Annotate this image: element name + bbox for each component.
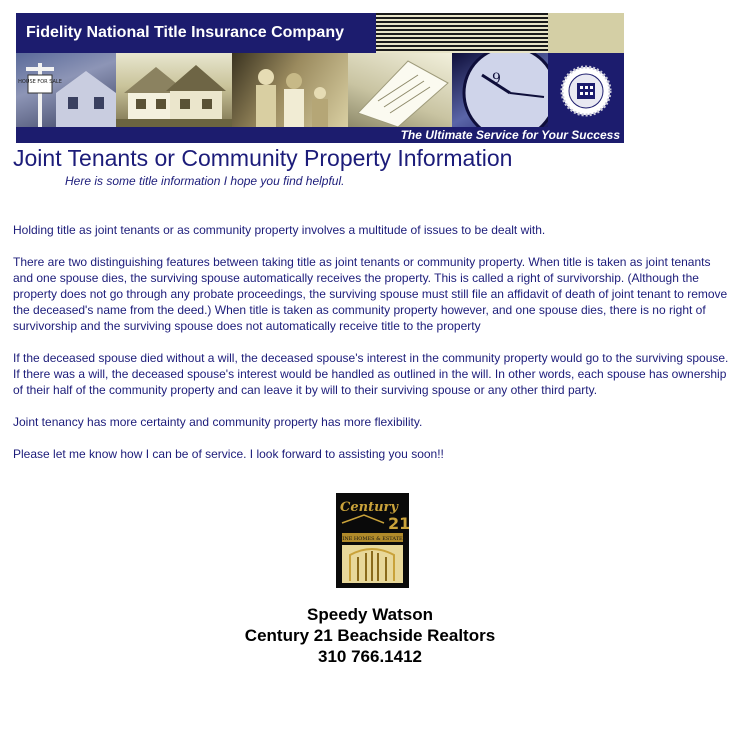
agent-phone: 310 766.1412 (318, 647, 422, 666)
article-body (13, 222, 733, 478)
paragraph-intro: Holding title as joint tenants or as community property involves a multitude of issues to be dealt with. (13, 223, 546, 237)
family-photo (232, 53, 348, 127)
banner-stripe-pattern (376, 13, 548, 53)
logo-brand: Century (340, 500, 398, 515)
paragraph-will: If the deceased spouse died without a will, the deceased spouse's interest in the community property would go to the surviving spouse. If there was a will, the deceased spouse's interest would be handled as outlined in the will. In other words, each spouse has ownership of their half of the community property and can leave it by will to their surviving spouse or any other third party. (13, 351, 729, 397)
page-title: Joint Tenants or Community Property Information (13, 145, 513, 171)
sign-text: HOUSE FOR SALE (18, 79, 62, 85)
logo-number: 21 (388, 514, 409, 533)
page-subtitle: Here is some title information I hope you find helpful. (65, 174, 345, 188)
company-seal (548, 53, 624, 127)
paragraph-distinguishing-features: There are two distinguishing features between taking title as joint tenants or community property. When title is taken as joint tenants and one spouse dies, the surviving spouse automatically receives the property. This is called a right of survivorship. (Although the property does not go through any probate proceedings, the surviving spouse must still file an affidavit of death of joint tenant to remove the deceased's name from the deed.) When title is taken as community property however, and one spouse dies, there is no right of survivorship and the surviving spouse does not automatically receive title to the property (13, 255, 728, 333)
svg-text:9: 9 (492, 71, 501, 87)
paragraph-closing: Please let me know how I can be of service. I look forward to assisting you soon!! (13, 447, 444, 461)
logo-line: FINE HOMES & ESTATES (338, 536, 407, 542)
banner-tagline: The Ultimate Service for Your Success (16, 127, 624, 143)
paragraph-summary: Joint tenancy has more certainty and community property has more flexibility. (13, 415, 423, 429)
for-sale-sign-photo (16, 53, 116, 127)
century21-logo (336, 493, 409, 588)
house-photo (116, 53, 232, 127)
agent-name: Speedy Watson (307, 605, 433, 624)
banner-tan-block (548, 13, 624, 53)
company-name: Fidelity National Title Insurance Company (16, 13, 348, 53)
agent-contact (0, 604, 740, 667)
header-banner (16, 13, 624, 143)
clock-photo (452, 53, 548, 127)
banner-spacer (348, 13, 376, 53)
documents-photo (348, 53, 452, 127)
agent-company: Century 21 Beachside Realtors (244, 626, 496, 645)
